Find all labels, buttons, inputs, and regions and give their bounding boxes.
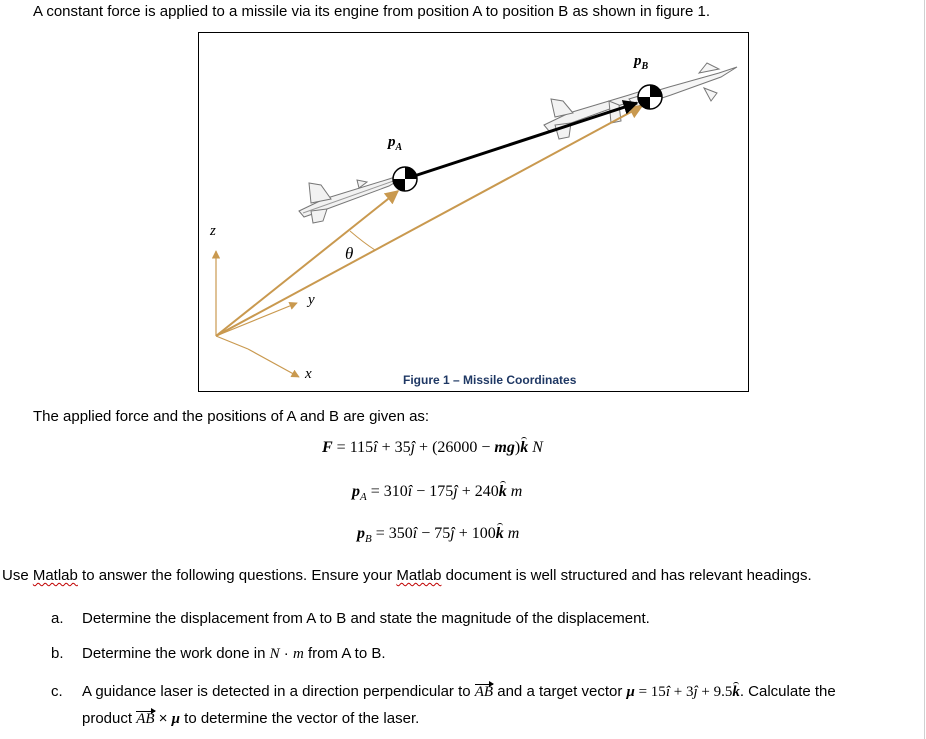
given-intro: The applied force and the positions of A and B are given as: xyxy=(33,408,430,425)
position-vector-b xyxy=(216,106,642,336)
x-axis-front xyxy=(216,336,248,349)
equation-force: F = 115î + 35ĵ + (26000 − mg)k N xyxy=(322,439,543,456)
intro-text: A constant force is applied to a missile via its engine from position A to position B as shown in figure 1. xyxy=(33,3,711,20)
label-x-axis: x xyxy=(305,366,312,382)
missile-diagram xyxy=(199,33,750,393)
label-y-axis: y xyxy=(308,292,315,308)
missile-icon-mid xyxy=(544,88,651,139)
y-axis xyxy=(216,303,297,336)
theta-arc xyxy=(350,231,375,250)
x-axis xyxy=(248,349,299,377)
label-z-axis: z xyxy=(210,223,216,239)
figure-1 xyxy=(198,32,749,392)
question-a: a. Determine the displacement from A to B and state the magnitude of the displacement. xyxy=(51,610,650,627)
label-pb: $p_B$ xyxy=(634,53,649,72)
equation-position-a: $p_A$ = 310î − 175ĵ + 240k m xyxy=(352,483,523,504)
question-b: b. Determine the work done in N · m from A to B. xyxy=(51,645,386,662)
page-edge-line xyxy=(924,0,925,739)
figure-caption: Figure 1 – Missile Coordinates xyxy=(403,373,577,387)
instruction-text: Use Matlab to answer the following questions. Ensure your Matlab document is well structured and has relevant headings. xyxy=(2,567,812,584)
question-c-line-2: product AB × μ to determine the vector of the laser. xyxy=(82,710,420,727)
label-theta: θ xyxy=(345,244,354,263)
label-pa: $p_A$ xyxy=(388,134,403,153)
displacement-vector-ab xyxy=(405,103,637,179)
question-c: c. A guidance laser is detected in a direction perpendicular to AB and a target vector μ = 15î + 3ĵ + 9.5k. Calculate the xyxy=(51,683,836,700)
cg-marker-a xyxy=(393,167,417,191)
cg-marker-b xyxy=(638,85,662,109)
equation-position-b: $p_B$ = 350î − 75ĵ + 100k m xyxy=(357,525,520,546)
